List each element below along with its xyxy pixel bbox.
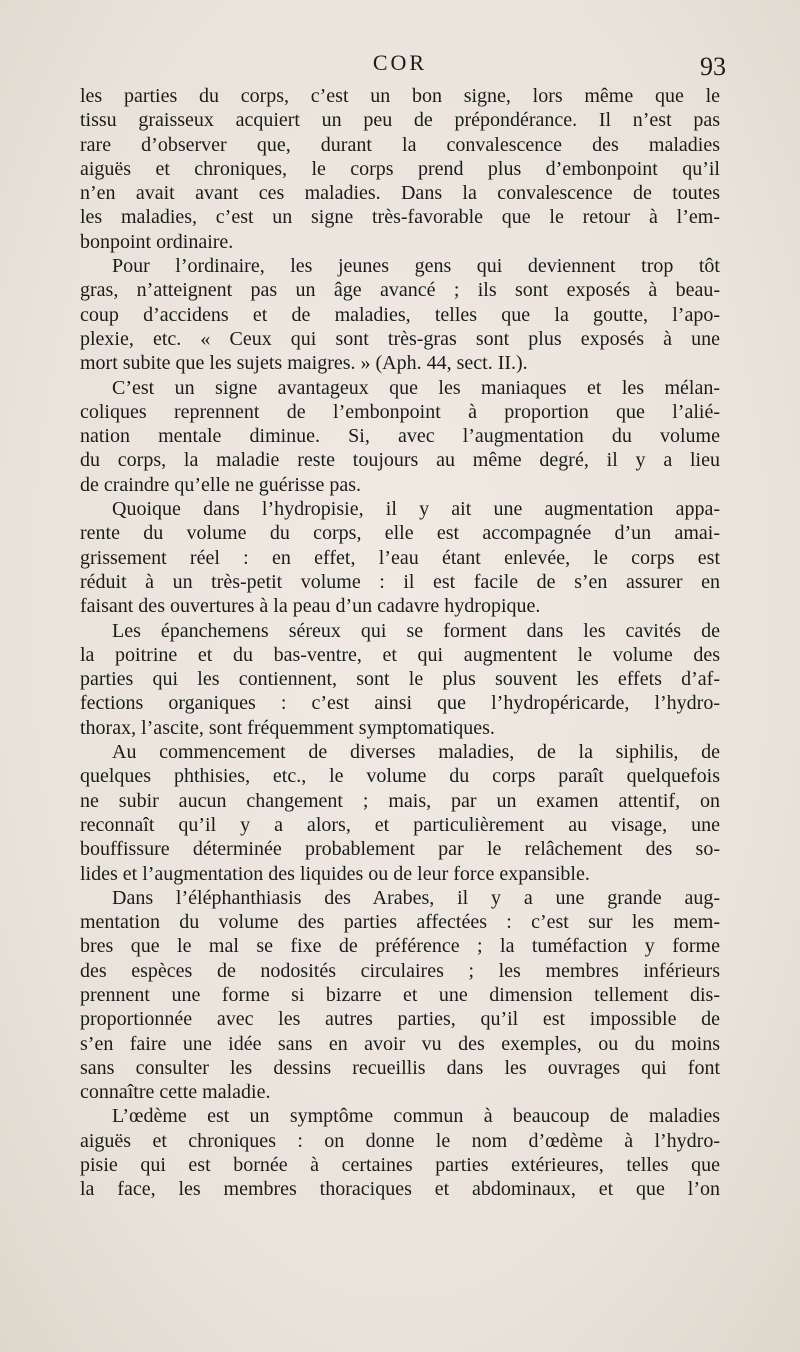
text-line: la face, les membres thoraciques et abdominaux, et que l’on xyxy=(80,1178,720,1201)
text-line: aiguës et chroniques : on donne le nom d’œdème à l’hydro- xyxy=(80,1129,720,1152)
text-line: faisant des ouvertures à la peau d’un cadavre hydropique. xyxy=(80,595,541,618)
running-head: COR xyxy=(372,50,428,75)
text-line: proportionnée avec les autres parties, qu’il est impossible de xyxy=(80,1008,720,1031)
text-line: la poitrine et du bas-ventre, et qui augmentent le volume des xyxy=(80,643,720,666)
page-number: 93 xyxy=(700,52,726,81)
text-line: rente du volume du corps, elle est accompagnée d’un amai- xyxy=(80,522,720,545)
text-line: les maladies, c’est un signe très-favorable que le retour à l’em- xyxy=(80,206,720,229)
text-line: s’en faire une idée sans en avoir vu des exemples, ou du moins xyxy=(80,1032,720,1055)
text-line: réduit à un très-petit volume : il est facile de s’en assurer en xyxy=(80,570,720,593)
text-line: lides et l’augmentation des liquides ou de leur force expansible. xyxy=(80,862,590,885)
text-line: bouffissure déterminée probablement par le relâchement des so- xyxy=(80,838,720,861)
text-line: fections organiques : c’est ainsi que l’hydropéricarde, l’hydro- xyxy=(80,692,720,715)
text-line: nation mentale diminue. Si, avec l’augmentation du volume xyxy=(80,425,720,448)
text-line: Dans l’éléphanthiasis des Arabes, il y a une grande aug- xyxy=(112,886,720,909)
text-line: sans consulter les dessins recueillis dans les ouvrages qui font xyxy=(80,1056,720,1079)
text-line: des espèces de nodosités circulaires ; les membres inférieurs xyxy=(80,959,720,982)
text-line: prennent une forme si bizarre et une dimension tellement dis- xyxy=(80,983,720,1006)
text-line: mentation du volume des parties affectées : c’est sur les mem- xyxy=(80,911,720,934)
text-line: grissement réel : en effet, l’eau étant enlevée, le corps est xyxy=(80,546,720,569)
text-line: de craindre qu’elle ne guérisse pas. xyxy=(80,473,361,496)
text-line: tissu graisseux acquiert un peu de prépondérance. Il n’est pas xyxy=(80,109,720,132)
text-line: bres que le mal se fixe de préférence ; la tuméfaction y forme xyxy=(80,935,720,958)
page-header xyxy=(80,50,726,84)
text-line: Au commencement de diverses maladies, de la siphilis, de xyxy=(112,741,720,764)
text-line: mort subite que les sujets maigres. » (Aph. 44, sect. II.). xyxy=(80,352,528,375)
text-line: du corps, la maladie reste toujours au même degré, il y a lieu xyxy=(80,449,720,472)
text-line: plexie, etc. « Ceux qui sont très-gras sont plus exposés à une xyxy=(80,327,720,350)
text-line: Quoique dans l’hydropisie, il y ait une augmentation appa- xyxy=(112,498,720,521)
text-line: Pour l’ordinaire, les jeunes gens qui deviennent trop tôt xyxy=(112,255,720,278)
text-line: coup d’accidens et de maladies, telles que la goutte, l’apo- xyxy=(80,303,720,326)
text-line: connaître cette maladie. xyxy=(80,1081,271,1104)
text-line: thorax, l’ascite, sont fréquemment symptomatiques. xyxy=(80,716,495,739)
text-line: parties qui les contiennent, sont le plus souvent les effets d’af- xyxy=(80,668,720,691)
text-line: coliques reprennent de l’embonpoint à proportion que l’alié- xyxy=(80,400,720,423)
body-text xyxy=(80,84,720,1202)
text-line: Les épanchemens séreux qui se forment dans les cavités de xyxy=(112,619,720,642)
text-line: n’en avait avant ces maladies. Dans la convalescence de toutes xyxy=(80,182,720,205)
text-line: pisie qui est bornée à certaines parties extérieures, telles que xyxy=(80,1154,720,1177)
text-line: L’œdème est un symptôme commun à beaucoup de maladies xyxy=(112,1105,720,1128)
text-line: bonpoint ordinaire. xyxy=(80,230,234,253)
text-line: quelques phthisies, etc., le volume du corps paraît quelquefois xyxy=(80,765,720,788)
text-line: gras, n’atteignent pas un âge avancé ; ils sont exposés à beau- xyxy=(80,279,720,302)
text-line: C’est un signe avantageux que les maniaques et les mélan- xyxy=(112,376,720,399)
text-line: rare d’observer que, durant la convalescence des maladies xyxy=(80,133,720,156)
text-line: ne subir aucun changement ; mais, par un examen attentif, on xyxy=(80,789,720,812)
text-line: reconnaît qu’il y a alors, et particulièrement au visage, une xyxy=(80,813,720,836)
text-line: aiguës et chroniques, le corps prend plus d’embonpoint qu’il xyxy=(80,157,720,180)
text-line: les parties du corps, c’est un bon signe, lors même que le xyxy=(80,85,720,107)
